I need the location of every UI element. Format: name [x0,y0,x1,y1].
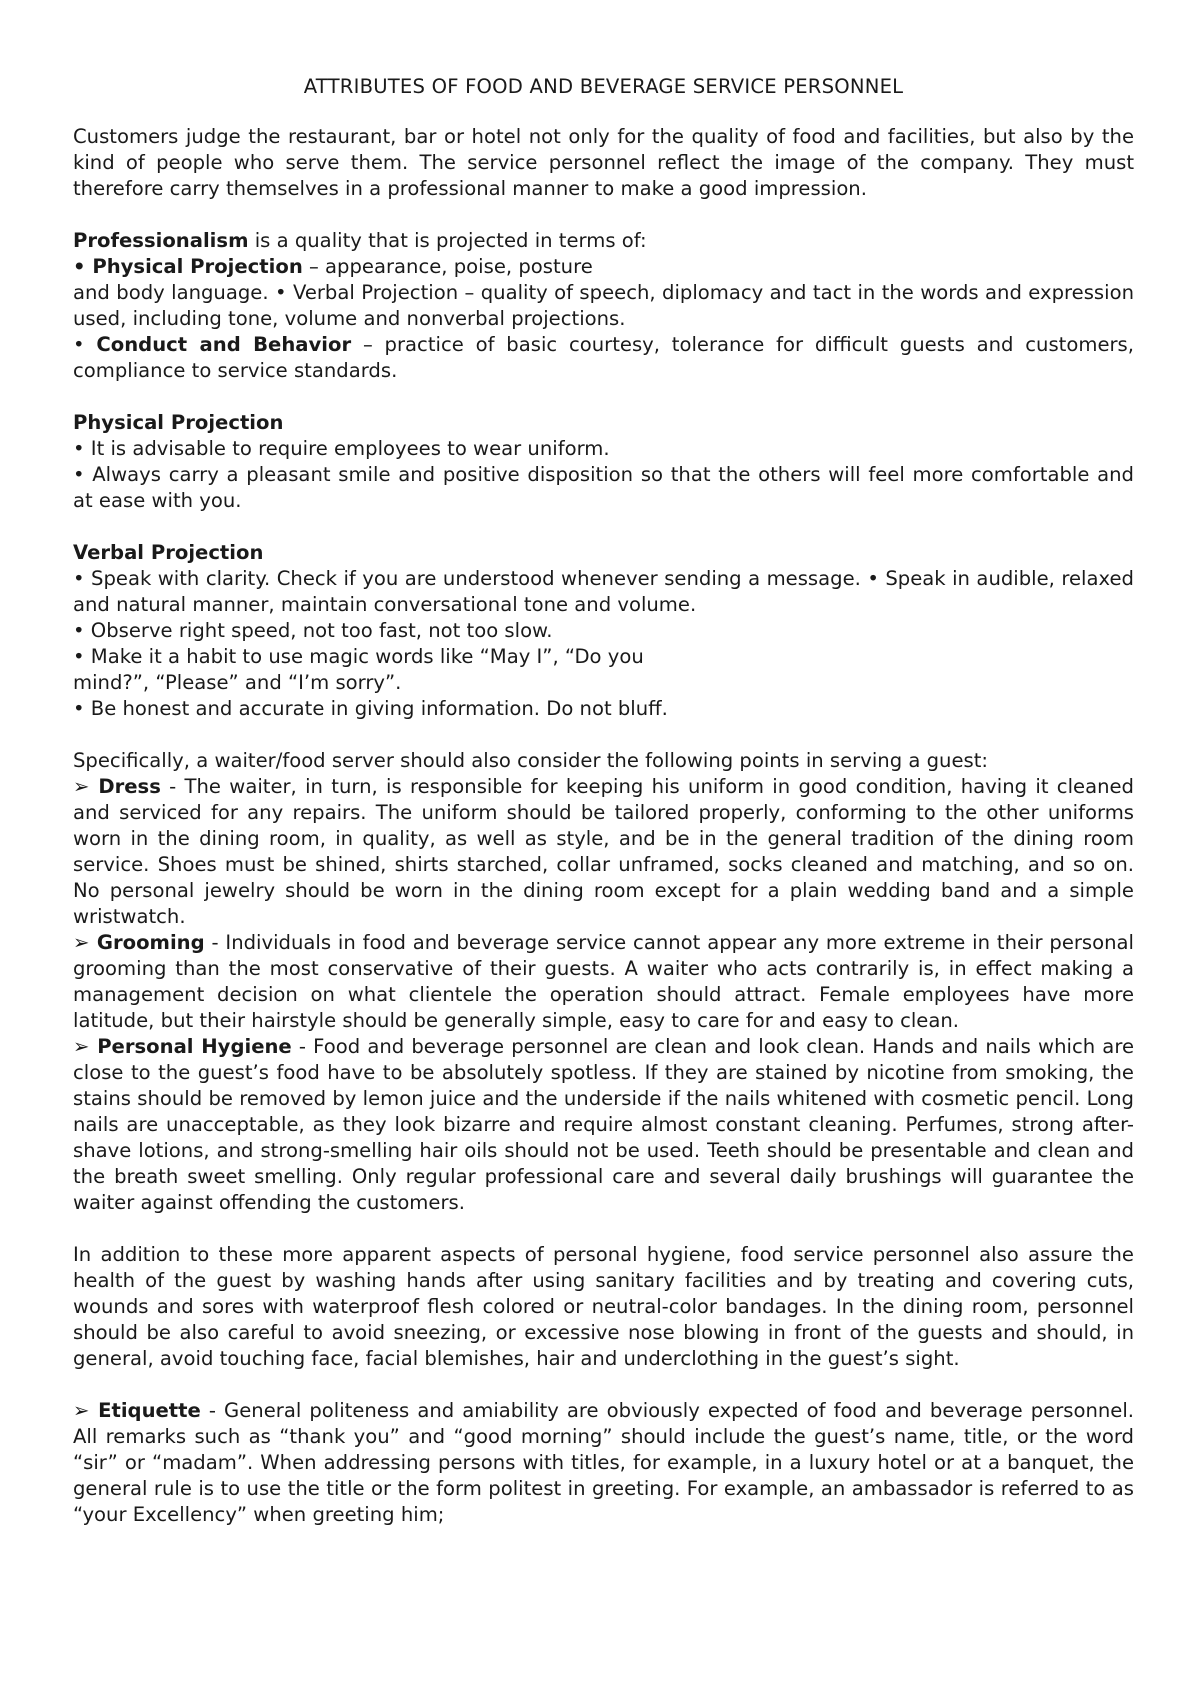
conduct-behavior-text: – practice of basic courtesy, tolerance for difficult guests and customers, compliance to service standards. [73,333,1134,382]
section-heading [73,540,1134,566]
list-item: • It is advisable to require employees to wear uniform. [73,437,610,460]
physical-projection-section [73,410,1134,514]
point-grooming [73,930,1134,1034]
spacer [73,1372,1134,1398]
physical-projection-label: • Physical Projection [73,255,303,278]
list-item: • Make it a habit to use magic words like “May I”, “Do you [73,645,644,668]
professionalism-text: is a quality that is projected in terms of: [248,229,647,252]
conduct-behavior-label: Conduct and Behavior [96,333,352,356]
professionalism-section [73,228,1134,384]
professionalism-term: Professionalism [73,229,249,252]
spacer [73,202,1134,228]
point-label: ➢ Grooming [73,931,205,954]
physical-heading-text: Physical Projection [73,411,284,434]
spacer [73,722,1134,748]
point-text: - Individuals in food and beverage service cannot appear any more extreme in their personal grooming than the most conservative of their guests. A waiter who acts contrarily is, in effect making a management decision on what clientele the operation should attract. Female employees have more latitude, but their hairstyle should be generally simple, easy to care for and easy to clean. [73,931,1135,1032]
point-label: ➢ Personal Hygiene [73,1035,292,1058]
professionalism-line [73,228,1134,254]
physical-projection-line [73,254,1134,280]
point-text: - Food and beverage personnel are clean and look clean. Hands and nails which are close to the guest’s food have to be absolutely spotless. If they are stained by nicotine from smoking, the stains should be removed by lemon juice and the underside if the nails whitened with cosmetic pencil. Long nails are unacceptable, as they look bizarre and require almost constant cleaning. Perfumes, strong after-shave lotions, and strong-smelling hair oils should not be used. Teeth should be presentable and clean and the breath sweet smelling. Only regular professional care and several daily brushings will guarantee the waiter against offending the customers. [73,1035,1134,1214]
conduct-bullet: • [73,333,97,356]
verbal-projection-line: and body language. • Verbal Projection – quality of speech, diplomacy and tact in the words and expression used, including tone, volume and nonverbal projections. [73,281,1134,330]
point-text: - The waiter, in turn, is responsible for keeping his uniform in good condition, having it cleaned and serviced for any repairs. The uniform should be tailored properly, conforming to the other uniforms worn in the dining room, in quality, as well as style, and be in the general tradition of the dining room service. Shoes must be shined, shirts starched, collar unframed, socks cleaned and matching, and so on. No personal jewelry should be worn in the dining room except for a plain wedding band and a simple wristwatch. [73,775,1134,928]
point-text: - General politeness and amiability are obviously expected of food and beverage personnel. All remarks such as “thank you” and “good morning” should include the guest’s name, title, or the word “sir” or “madam”. When addressing persons with titles, for example, in a luxury hotel or at a banquet, the general rule is to use the title or the form politest in greeting. For example, an ambassador is referred to as “your Excellency” when greeting him; [73,1399,1135,1526]
point-dress [73,774,1134,930]
point-label: ➢ Etiquette [73,1399,201,1422]
list-item-continuation: mind?”, “Please” and “I’m sorry”. [73,671,402,694]
document-title: ATTRIBUTES OF FOOD AND BEVERAGE SERVICE PERSONNEL [303,75,904,98]
list-item: • Speak with clarity. Check if you are understood whenever sending a message. • Speak in audible, relaxed and natural manner, maintain conversational tone and volume. [73,567,1134,616]
verbal-projection-section [73,540,1134,722]
point-personal-hygiene [73,1034,1134,1216]
list-item: • Be honest and accurate in giving information. Do not bluff. [73,697,668,720]
verbal-heading-text: Verbal Projection [73,541,264,564]
points-intro: Specifically, a waiter/food server should also consider the following points in serving a guest: [73,749,989,772]
physical-projection-text: – appearance, poise, posture [302,255,593,278]
section-heading [73,410,1134,436]
point-etiquette [73,1398,1134,1528]
spacer [73,1216,1134,1242]
spacer [73,384,1134,410]
list-item: • Always carry a pleasant smile and positive disposition so that the others will feel more comfortable and at ease with you. [73,463,1134,512]
hygiene-addition-paragraph: In addition to these more apparent aspects of personal hygiene, food service personnel also assure the health of the guest by washing hands after using sanitary facilities and by treating and covering cuts, wounds and sores with waterproof flesh colored or neutral-color bandages. In the dining room, personnel should be also careful to avoid sneezing, or excessive nose blowing in front of the guests and should, in general, avoid touching face, facial blemishes, hair and underclothing in the guest’s sight. [73,1243,1134,1370]
list-item: • Observe right speed, not too fast, not too slow. [73,619,553,642]
spacer [73,514,1134,540]
conduct-behavior-line [73,332,1134,384]
point-label: ➢ Dress [73,775,161,798]
points-section [73,748,1134,1216]
intro-paragraph: Customers judge the restaurant, bar or hotel not only for the quality of food and facilities, but also by the kind of people who serve them. The service personnel reflect the image of the company. They must therefore carry themselves in a professional manner to make a good impression. [73,125,1134,200]
